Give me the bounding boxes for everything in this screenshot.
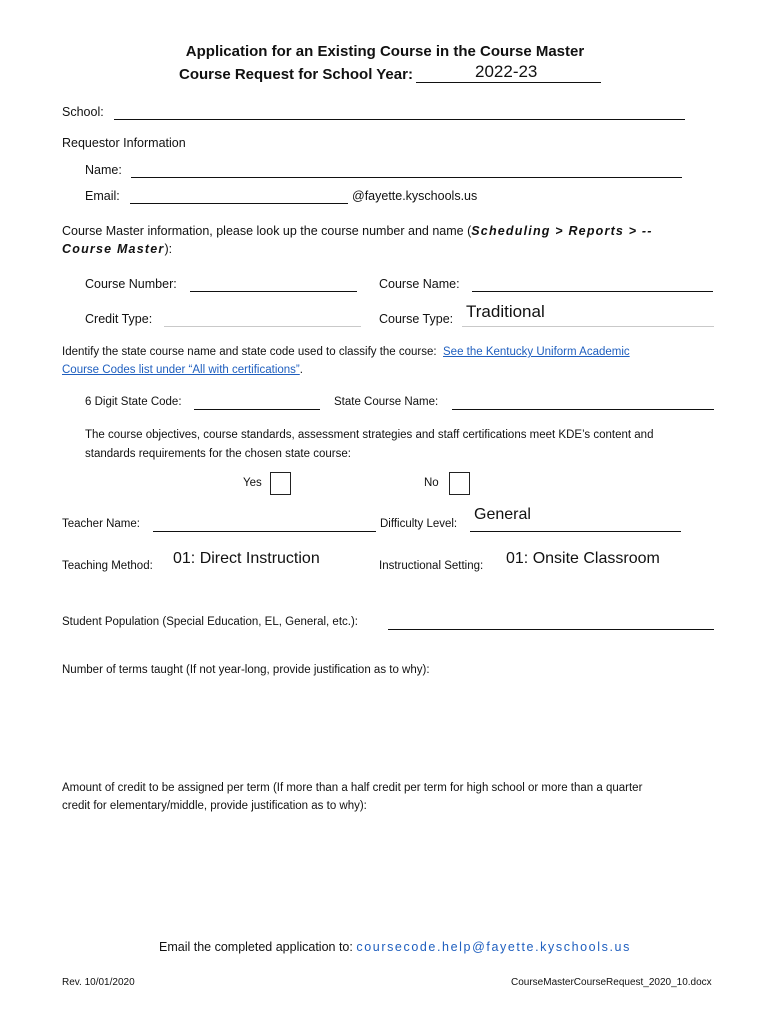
yes-label: Yes <box>243 477 262 489</box>
state-course-name-label: State Course Name: <box>334 396 439 408</box>
scheduling-path: Scheduling > Reports > -- <box>471 224 653 238</box>
name-label: Name: <box>85 163 122 177</box>
terms-label: Number of terms taught (If not year-long, provide justification as to why): <box>62 664 430 676</box>
page-title: Application for an Existing Course in the Course Master <box>185 43 585 60</box>
course-master-intro-end: ): <box>164 242 173 256</box>
difficulty-label: Difficulty Level: <box>380 518 458 530</box>
school-label: School: <box>62 105 104 119</box>
terms-answer-area[interactable] <box>62 684 712 774</box>
teacher-name-field[interactable] <box>153 531 376 532</box>
teaching-method-label: Teaching Method: <box>62 560 153 572</box>
student-population-field[interactable] <box>388 629 714 630</box>
no-checkbox[interactable] <box>449 472 470 495</box>
credit-text-1: Amount of credit to be assigned per term (If more than a half credit per term for high school or more than a quarter <box>62 782 643 794</box>
instructional-setting-field[interactable]: 01: Onsite Classroom <box>506 550 660 567</box>
state-intro-text: Identify the state course name and state code used to classify the course: <box>62 346 437 358</box>
course-name-field[interactable] <box>472 291 713 292</box>
instructional-setting-label: Instructional Setting: <box>379 560 484 572</box>
state-intro-2 <box>62 364 303 376</box>
credit-text-2: credit for elementary/middle, provide justification as to why): <box>62 800 367 812</box>
no-label: No <box>424 477 439 489</box>
course-type-underline <box>462 326 714 327</box>
difficulty-field[interactable]: General <box>474 506 531 523</box>
course-master-intro <box>62 224 653 238</box>
state-intro <box>62 346 630 358</box>
standards-text-2: standards requirements for the chosen state course: <box>85 448 351 460</box>
teacher-name-label: Teacher Name: <box>62 518 140 530</box>
state-code-field[interactable] <box>194 409 320 410</box>
course-master-intro-2 <box>62 242 172 256</box>
standards-text-1: The course objectives, course standards, assessment strategies and staff certifications meet KDE’s content and <box>85 429 654 441</box>
email-instruction <box>159 940 631 954</box>
email-instruction-text: Email the completed application to: <box>159 940 353 954</box>
state-course-name-field[interactable] <box>452 409 714 410</box>
school-year-underline <box>416 82 601 83</box>
kentucky-codes-link[interactable]: See the Kentucky Uniform Academic <box>443 346 630 358</box>
course-number-label: Course Number: <box>85 277 177 291</box>
email-label: Email: <box>85 189 120 203</box>
yes-checkbox[interactable] <box>270 472 291 495</box>
email-link[interactable]: coursecode.help@fayette.kyschools.us <box>356 940 631 954</box>
requestor-heading: Requestor Information <box>62 136 186 150</box>
school-year-field[interactable]: 2022-23 <box>475 62 538 81</box>
course-master-intro-text: Course Master information, please look up the course number and name ( <box>62 224 472 238</box>
credit-type-field[interactable] <box>164 326 361 327</box>
teaching-method-field[interactable]: 01: Direct Instruction <box>173 550 320 567</box>
school-year-label: Course Request for School Year: <box>179 66 413 83</box>
course-type-field[interactable]: Traditional <box>466 302 545 321</box>
email-field[interactable] <box>130 203 348 204</box>
difficulty-underline <box>470 531 681 532</box>
school-field[interactable] <box>114 119 685 120</box>
name-field[interactable] <box>131 177 682 178</box>
state-link-end: . <box>299 364 303 376</box>
credit-type-label: Credit Type: <box>85 312 153 326</box>
revision-date: Rev. 10/01/2020 <box>62 977 135 988</box>
email-domain: @fayette.kyschools.us <box>352 189 478 203</box>
document-filename: CourseMasterCourseRequest_2020_10.docx <box>511 977 712 988</box>
course-number-field[interactable] <box>190 291 357 292</box>
credit-answer-area[interactable] <box>62 820 712 930</box>
course-master-path: Course Master <box>62 242 165 256</box>
student-population-label: Student Population (Special Education, EL, General, etc.): <box>62 616 358 628</box>
course-name-label: Course Name: <box>379 277 460 291</box>
course-type-label: Course Type: <box>379 312 454 326</box>
kentucky-codes-link-2[interactable]: Course Codes list under “All with certifications” <box>62 364 300 376</box>
state-code-label: 6 Digit State Code: <box>85 396 182 408</box>
